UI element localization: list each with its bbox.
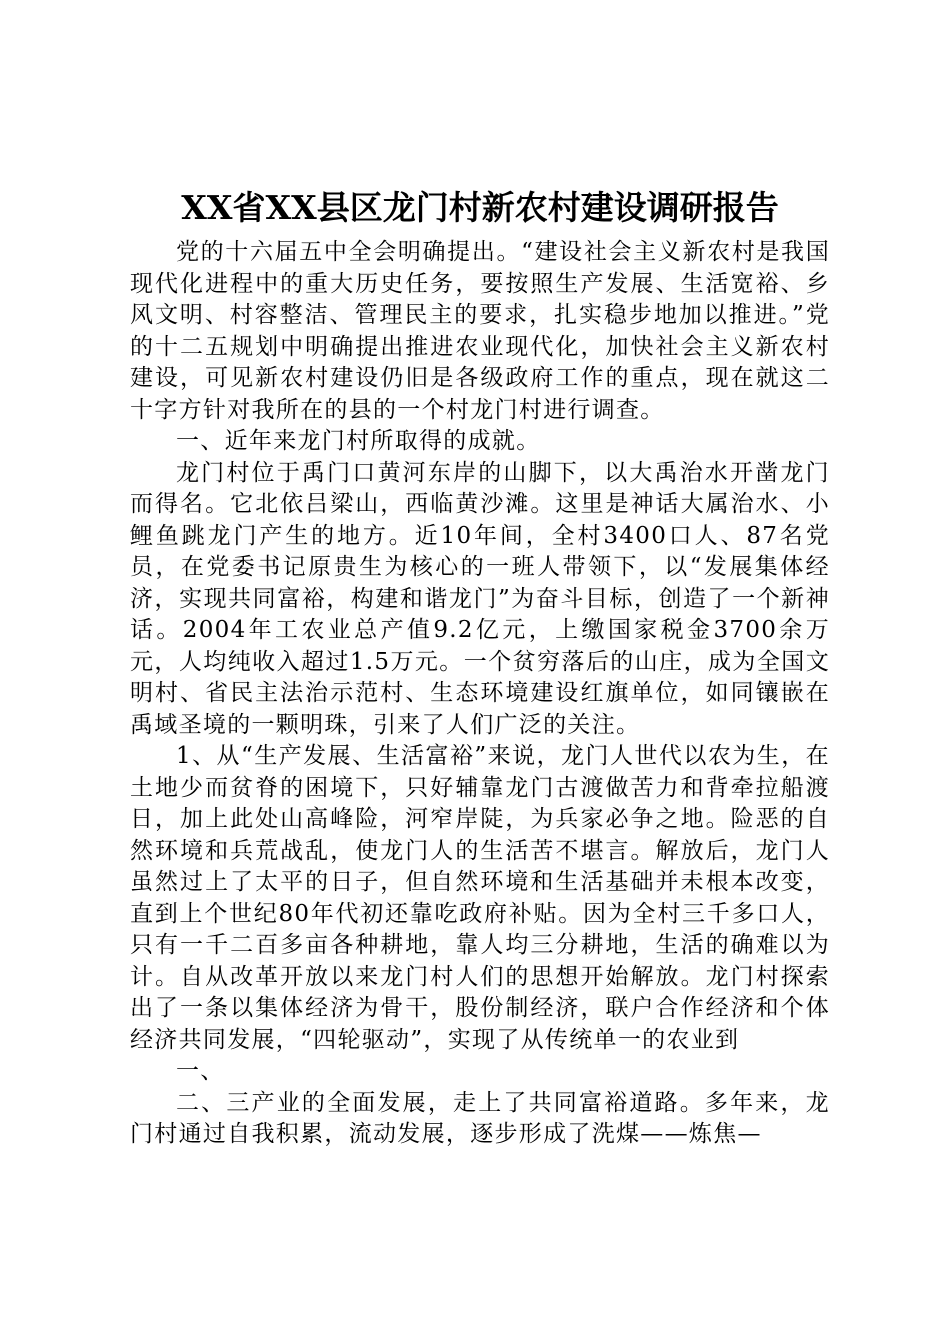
paragraph-village-overview: 龙门村位于禹门口黄河东岸的山脚下，以大禹治水开凿龙门而得名。它北依吕梁山，西临黄沙滩。这里是神话大属治水、小鲤鱼跳龙门产生的地方。近10年间，全村3400口人、87名党员，在党委书记原贵生为核心的一班人带领下，以“发展集体经济，实现共同富裕，构建和谐龙门”为奋斗目标，创造了一个新神话。2004年工农业总产值9.2亿元，上缴国家税金3700余万元，人均纯收入超过1.5万元。一个贫穷落后的山庄，成为全国文明村、省民主法治示范村、生态环境建设红旗单位，如同镶嵌在禹域圣境的一颗明珠，引来了人们广泛的关注。 [130, 459, 830, 738]
document-body [130, 237, 830, 1151]
section-heading-achievements: 一、近年来龙门村所取得的成就。 [176, 428, 541, 454]
paragraph-intro: 党的十六届五中全会明确提出。“建设社会主义新农村是我国现代化进程中的重大历史任务，要按照生产发展、生活宽裕、乡风文明、村容整洁、管理民主的要求，扎实稳步地加以推进。”党的十二五规划中明确提出推进农业现代化，加快社会主义新农村建设，可见新农村建设仍旧是各级政府工作的重点，现在就这二十字方针对我所在的县的一个村龙门村进行调查。 [130, 239, 830, 423]
document-title: XX省XX县区龙门村新农村建设调研报告 [181, 188, 779, 227]
paragraph-fragment: 一、 [176, 1058, 225, 1084]
paragraph-production-development: 1、从“生产发展、生活富裕”来说，龙门人世代以农为生，在土地少而贫脊的困境下，只好辅靠龙门古渡做苦力和背牵拉船渡日，加上此处山高峰险，河窄岸陡，为兵家必争之地。险恶的自然环境和兵荒战乱，使龙门人的生活苦不堪言。解放后，龙门人虽然过上了太平的日子，但自然环境和生活基础并未根本改变，直到上个世纪80年代初还靠吃政府补贴。因为全村三千多口人，只有一千二百多亩各种耕地，靠人均三分耕地，生活的确难以为计。自从改革开放以来龙门村人们的思想开始解放。龙门村探索出了一条以集体经济为骨干，股份制经济，联户合作经济和个体经济共同发展，“四轮驱动”，实现了从传统单一的农业到 [130, 743, 830, 1053]
paragraph-industry-development: 二、三产业的全面发展，走上了共同富裕道路。多年来，龙门村通过自我积累，流动发展，逐步形成了洗煤——炼焦— [130, 1089, 830, 1147]
